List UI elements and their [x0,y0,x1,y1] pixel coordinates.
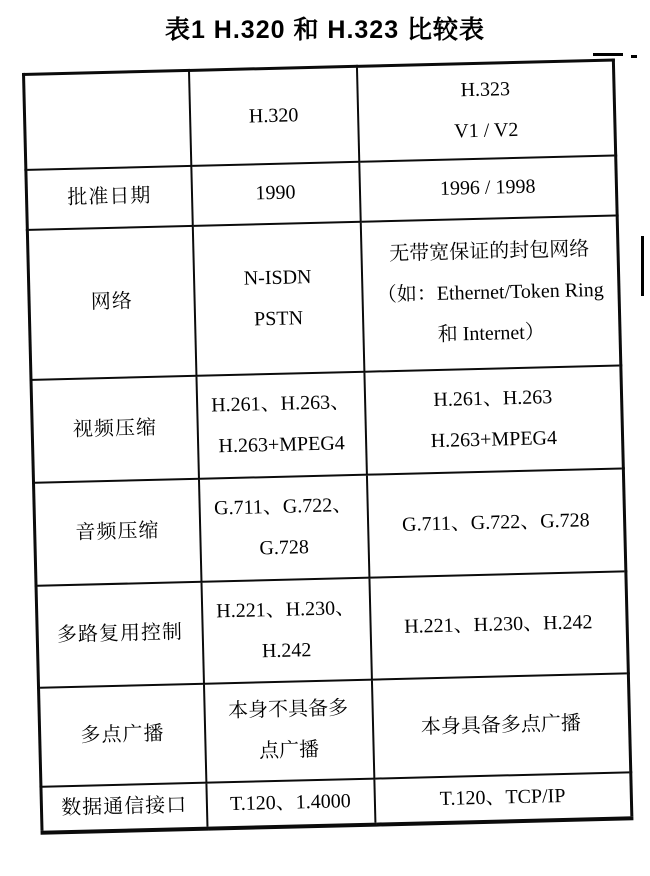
cell-h320: 1990 [191,161,360,225]
cell-h323: H.221、H.230、H.242 [369,571,628,679]
cell-h323: G.711、G.722、G.728 [366,468,625,577]
cell-h323: T.120、TCP/IP [374,772,632,824]
cell-h323: 1996 / 1998 [359,155,617,221]
cell-h323: H.261、H.263 H.263+MPEG4 [364,365,623,474]
scan-artifact-edge-line [641,236,644,296]
row-label: 网络 [27,225,196,379]
comparison-table [22,59,630,835]
row-label: 多路复用控制 [36,581,203,687]
cell-h320: H.221、H.230、 H.242 [201,577,371,683]
cell-h320: N-ISDN PSTN [192,221,364,375]
row-label: 数据通信接口 [41,782,207,832]
cell-h323: 本身具备多点广播 [371,673,630,778]
row-label: 多点广播 [39,683,206,786]
row-label: 视频压缩 [31,375,198,482]
h320-h323-table [22,59,633,835]
column-header-h323: H.323 V1 / V2 [356,60,615,161]
table-row-multiplex-control [36,571,628,687]
row-label: 音频压缩 [34,478,201,585]
scan-artifact-dash [593,53,623,56]
cell-h320: 本身不具备多 点广播 [203,679,373,782]
cell-h320: T.120、1.4000 [206,778,375,828]
header-row [24,60,616,169]
row-label: 批准日期 [26,165,192,229]
table-row-video-compression [31,365,623,482]
corner-cell [24,70,191,169]
column-header-h320: H.320 [188,66,358,165]
cell-h320: H.261、H.263、 H.263+MPEG4 [196,371,366,478]
table-row-audio-compression [34,468,626,585]
cell-h320: G.711、G.722、 G.728 [198,474,368,581]
cell-h323: 无带宽保证的封包网络 （如：Ethernet/Token Ring 和 Internet） [360,215,621,371]
table-row-multicast [39,673,631,786]
table-caption: 表1 H.320 和 H.323 比较表 [164,16,486,44]
scan-artifact-dot [631,55,637,58]
table-row-network [27,215,620,379]
